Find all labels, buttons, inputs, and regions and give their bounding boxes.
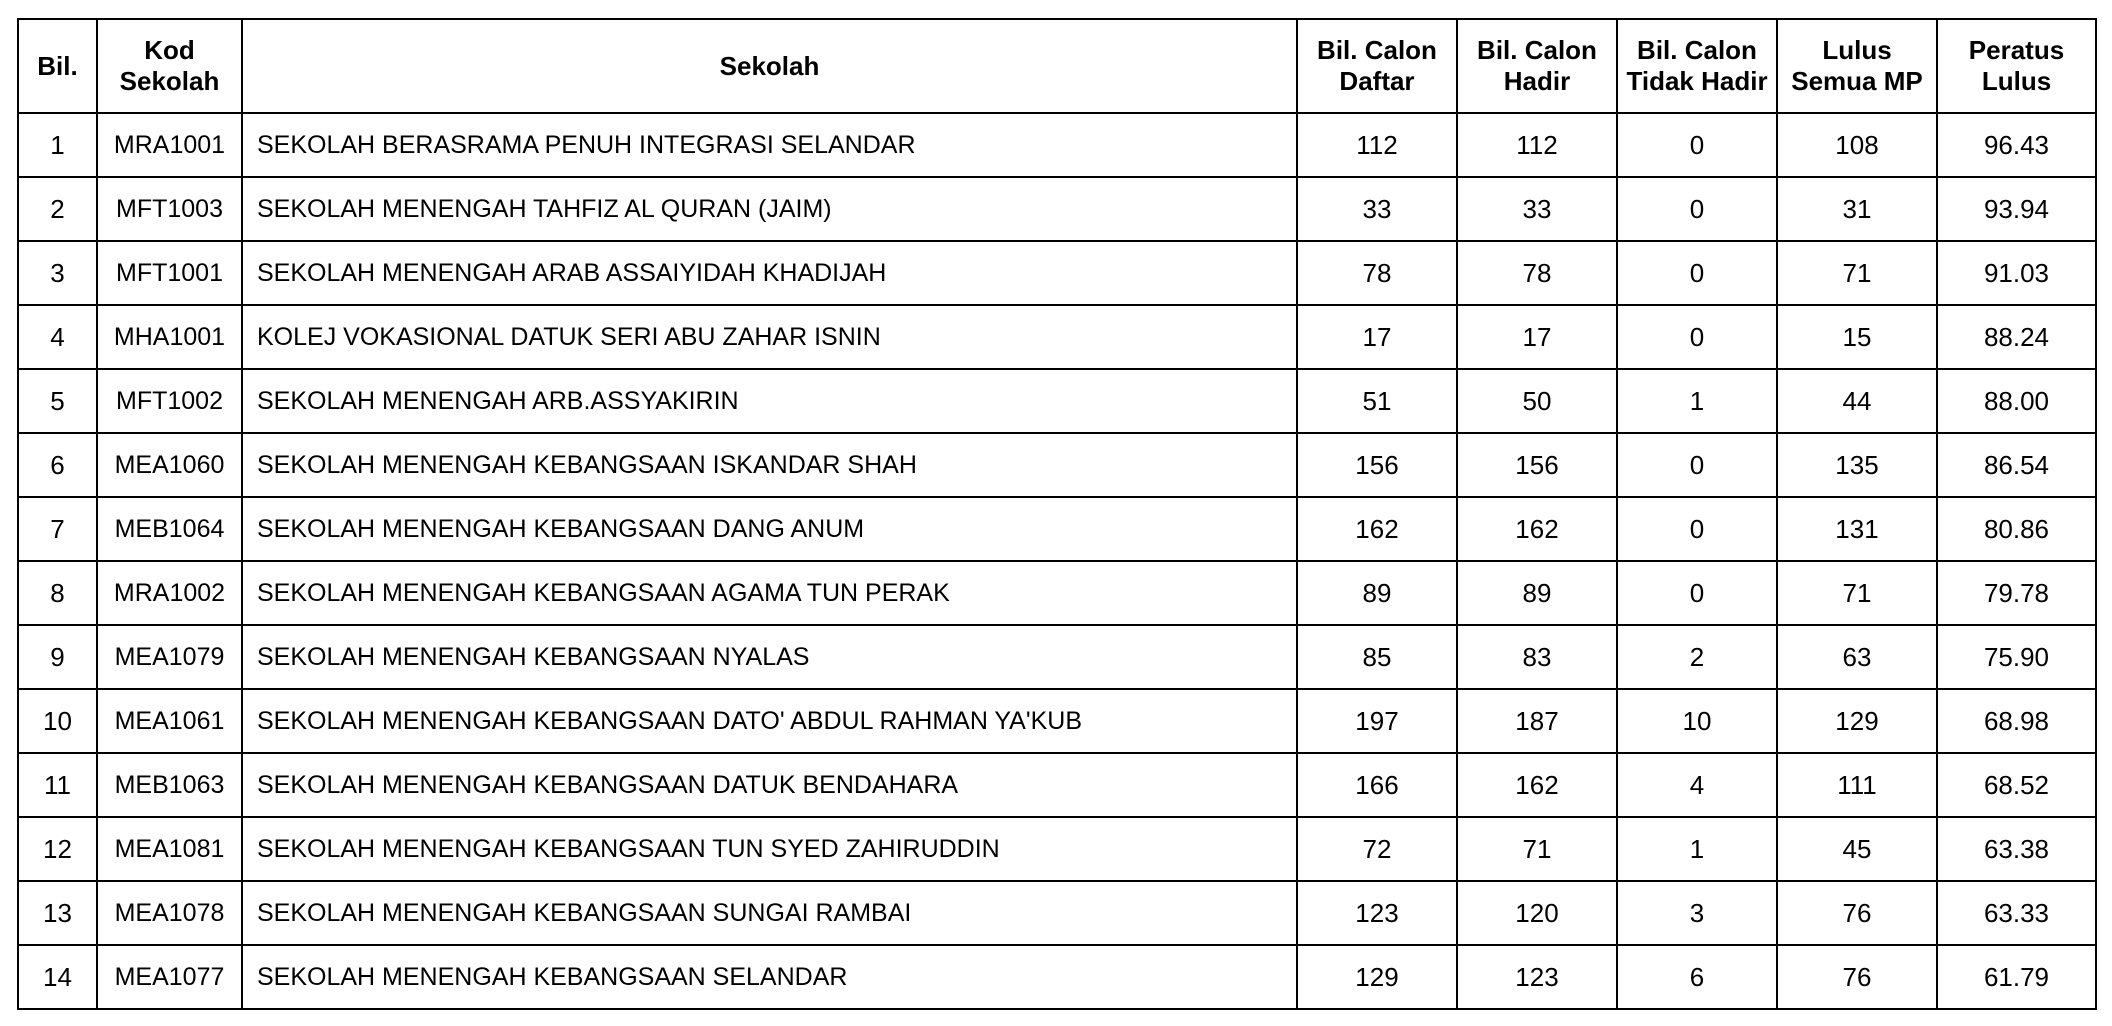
cell-sekolah: KOLEJ VOKASIONAL DATUK SERI ABU ZAHAR ISNIN xyxy=(242,305,1297,369)
cell-tidak-hadir: 3 xyxy=(1617,881,1777,945)
cell-sekolah: SEKOLAH MENENGAH KEBANGSAAN TUN SYED ZAHIRUDDIN xyxy=(242,817,1297,881)
cell-peratus: 88.24 xyxy=(1937,305,2096,369)
cell-kod: MFT1002 xyxy=(97,369,242,433)
cell-kod: MFT1003 xyxy=(97,177,242,241)
cell-hadir: 78 xyxy=(1457,241,1617,305)
header-lulus-line2: Semua MP xyxy=(1791,66,1923,96)
cell-sekolah: SEKOLAH MENENGAH KEBANGSAAN DANG ANUM xyxy=(242,497,1297,561)
cell-kod: MEA1078 xyxy=(97,881,242,945)
cell-sekolah: SEKOLAH MENENGAH KEBANGSAAN ISKANDAR SHAH xyxy=(242,433,1297,497)
table-row xyxy=(18,369,2096,433)
cell-lulus: 76 xyxy=(1777,881,1937,945)
cell-kod: MEA1079 xyxy=(97,625,242,689)
cell-hadir: 89 xyxy=(1457,561,1617,625)
cell-lulus: 76 xyxy=(1777,945,1937,1009)
table-row xyxy=(18,881,2096,945)
school-results-table xyxy=(17,18,2097,1010)
table-row xyxy=(18,753,2096,817)
cell-peratus: 93.94 xyxy=(1937,177,2096,241)
header-kod-line1: Kod xyxy=(144,35,195,65)
cell-lulus: 71 xyxy=(1777,241,1937,305)
table-row xyxy=(18,305,2096,369)
cell-daftar: 129 xyxy=(1297,945,1457,1009)
cell-lulus: 135 xyxy=(1777,433,1937,497)
cell-hadir: 187 xyxy=(1457,689,1617,753)
cell-kod: MRA1001 xyxy=(97,113,242,177)
cell-tidak-hadir: 0 xyxy=(1617,305,1777,369)
cell-lulus: 63 xyxy=(1777,625,1937,689)
cell-tidak-hadir: 1 xyxy=(1617,369,1777,433)
cell-hadir: 120 xyxy=(1457,881,1617,945)
header-row xyxy=(18,19,2096,113)
cell-peratus: 86.54 xyxy=(1937,433,2096,497)
cell-daftar: 112 xyxy=(1297,113,1457,177)
cell-kod: MEA1077 xyxy=(97,945,242,1009)
cell-peratus: 63.38 xyxy=(1937,817,2096,881)
cell-sekolah: SEKOLAH MENENGAH KEBANGSAAN DATUK BENDAHARA xyxy=(242,753,1297,817)
cell-bil: 5 xyxy=(18,369,97,433)
cell-sekolah: SEKOLAH MENENGAH ARAB ASSAIYIDAH KHADIJAH xyxy=(242,241,1297,305)
cell-tidak-hadir: 0 xyxy=(1617,113,1777,177)
cell-tidak-hadir: 2 xyxy=(1617,625,1777,689)
cell-sekolah: SEKOLAH MENENGAH KEBANGSAAN SELANDAR xyxy=(242,945,1297,1009)
table-row xyxy=(18,433,2096,497)
cell-bil: 12 xyxy=(18,817,97,881)
table-row xyxy=(18,945,2096,1009)
cell-hadir: 71 xyxy=(1457,817,1617,881)
cell-sekolah: SEKOLAH MENENGAH KEBANGSAAN DATO' ABDUL RAHMAN YA'KUB xyxy=(242,689,1297,753)
cell-peratus: 61.79 xyxy=(1937,945,2096,1009)
cell-bil: 1 xyxy=(18,113,97,177)
cell-hadir: 83 xyxy=(1457,625,1617,689)
cell-tidak-hadir: 0 xyxy=(1617,241,1777,305)
header-calon-tidak-hadir xyxy=(1617,19,1777,113)
cell-tidak-hadir: 10 xyxy=(1617,689,1777,753)
cell-tidak-hadir: 0 xyxy=(1617,433,1777,497)
header-calon-hadir xyxy=(1457,19,1617,113)
cell-kod: MFT1001 xyxy=(97,241,242,305)
cell-daftar: 51 xyxy=(1297,369,1457,433)
cell-lulus: 131 xyxy=(1777,497,1937,561)
cell-hadir: 112 xyxy=(1457,113,1617,177)
cell-peratus: 68.52 xyxy=(1937,753,2096,817)
cell-daftar: 162 xyxy=(1297,497,1457,561)
header-kod-line2: Sekolah xyxy=(119,66,220,96)
cell-hadir: 123 xyxy=(1457,945,1617,1009)
cell-bil: 6 xyxy=(18,433,97,497)
cell-daftar: 166 xyxy=(1297,753,1457,817)
cell-daftar: 85 xyxy=(1297,625,1457,689)
cell-lulus: 31 xyxy=(1777,177,1937,241)
cell-kod: MEA1081 xyxy=(97,817,242,881)
header-tidak-hadir-line1: Bil. Calon xyxy=(1637,35,1757,65)
cell-bil: 13 xyxy=(18,881,97,945)
header-kod-sekolah xyxy=(97,19,242,113)
table-row xyxy=(18,177,2096,241)
cell-daftar: 72 xyxy=(1297,817,1457,881)
table-row xyxy=(18,817,2096,881)
cell-daftar: 17 xyxy=(1297,305,1457,369)
cell-tidak-hadir: 0 xyxy=(1617,497,1777,561)
cell-kod: MEA1061 xyxy=(97,689,242,753)
cell-peratus: 91.03 xyxy=(1937,241,2096,305)
header-calon-daftar xyxy=(1297,19,1457,113)
cell-hadir: 33 xyxy=(1457,177,1617,241)
cell-peratus: 79.78 xyxy=(1937,561,2096,625)
cell-daftar: 123 xyxy=(1297,881,1457,945)
cell-peratus: 96.43 xyxy=(1937,113,2096,177)
cell-daftar: 33 xyxy=(1297,177,1457,241)
cell-peratus: 63.33 xyxy=(1937,881,2096,945)
cell-hadir: 162 xyxy=(1457,497,1617,561)
cell-bil: 3 xyxy=(18,241,97,305)
cell-hadir: 162 xyxy=(1457,753,1617,817)
cell-bil: 9 xyxy=(18,625,97,689)
header-daftar-line2: Daftar xyxy=(1339,66,1415,96)
table-row xyxy=(18,497,2096,561)
header-sekolah xyxy=(242,19,1297,113)
cell-hadir: 50 xyxy=(1457,369,1617,433)
header-peratus-lulus xyxy=(1937,19,2096,113)
cell-bil: 4 xyxy=(18,305,97,369)
table-row xyxy=(18,241,2096,305)
cell-hadir: 156 xyxy=(1457,433,1617,497)
header-daftar-line1: Bil. Calon xyxy=(1317,35,1437,65)
header-tidak-hadir-line2: Tidak Hadir xyxy=(1626,66,1768,96)
header-bil-text: Bil. xyxy=(37,50,78,81)
cell-lulus: 44 xyxy=(1777,369,1937,433)
table-row xyxy=(18,113,2096,177)
table-header xyxy=(18,19,2096,113)
cell-lulus: 111 xyxy=(1777,753,1937,817)
cell-hadir: 17 xyxy=(1457,305,1617,369)
cell-sekolah: SEKOLAH MENENGAH KEBANGSAAN SUNGAI RAMBAI xyxy=(242,881,1297,945)
header-sekolah-text: Sekolah xyxy=(719,50,820,81)
cell-kod: MEB1063 xyxy=(97,753,242,817)
table-row xyxy=(18,561,2096,625)
header-hadir-line2: Hadir xyxy=(1503,66,1571,96)
cell-lulus: 129 xyxy=(1777,689,1937,753)
header-peratus-line2: Lulus xyxy=(1981,66,2052,96)
cell-sekolah: SEKOLAH MENENGAH KEBANGSAAN AGAMA TUN PERAK xyxy=(242,561,1297,625)
cell-sekolah: SEKOLAH MENENGAH TAHFIZ AL QURAN (JAIM) xyxy=(242,177,1297,241)
table-row xyxy=(18,689,2096,753)
cell-kod: MRA1002 xyxy=(97,561,242,625)
cell-tidak-hadir: 1 xyxy=(1617,817,1777,881)
cell-sekolah: SEKOLAH MENENGAH KEBANGSAAN NYALAS xyxy=(242,625,1297,689)
cell-bil: 11 xyxy=(18,753,97,817)
cell-bil: 10 xyxy=(18,689,97,753)
header-hadir-line1: Bil. Calon xyxy=(1477,35,1597,65)
cell-peratus: 80.86 xyxy=(1937,497,2096,561)
cell-lulus: 108 xyxy=(1777,113,1937,177)
cell-bil: 2 xyxy=(18,177,97,241)
cell-tidak-hadir: 6 xyxy=(1617,945,1777,1009)
cell-lulus: 15 xyxy=(1777,305,1937,369)
cell-peratus: 88.00 xyxy=(1937,369,2096,433)
cell-sekolah: SEKOLAH BERASRAMA PENUH INTEGRASI SELANDAR xyxy=(242,113,1297,177)
cell-tidak-hadir: 4 xyxy=(1617,753,1777,817)
cell-tidak-hadir: 0 xyxy=(1617,561,1777,625)
cell-bil: 14 xyxy=(18,945,97,1009)
cell-lulus: 71 xyxy=(1777,561,1937,625)
table-row xyxy=(18,625,2096,689)
cell-peratus: 68.98 xyxy=(1937,689,2096,753)
cell-daftar: 156 xyxy=(1297,433,1457,497)
table-body xyxy=(18,113,2096,1009)
header-lulus-semua-mp xyxy=(1777,19,1937,113)
header-lulus-line1: Lulus xyxy=(1822,35,1892,65)
cell-daftar: 89 xyxy=(1297,561,1457,625)
cell-tidak-hadir: 0 xyxy=(1617,177,1777,241)
header-bil xyxy=(18,19,97,113)
cell-kod: MEA1060 xyxy=(97,433,242,497)
cell-bil: 8 xyxy=(18,561,97,625)
header-peratus-line1: Peratus xyxy=(1968,35,2065,65)
cell-daftar: 197 xyxy=(1297,689,1457,753)
cell-sekolah: SEKOLAH MENENGAH ARB.ASSYAKIRIN xyxy=(242,369,1297,433)
cell-kod: MHA1001 xyxy=(97,305,242,369)
cell-lulus: 45 xyxy=(1777,817,1937,881)
cell-daftar: 78 xyxy=(1297,241,1457,305)
cell-kod: MEB1064 xyxy=(97,497,242,561)
cell-peratus: 75.90 xyxy=(1937,625,2096,689)
cell-bil: 7 xyxy=(18,497,97,561)
